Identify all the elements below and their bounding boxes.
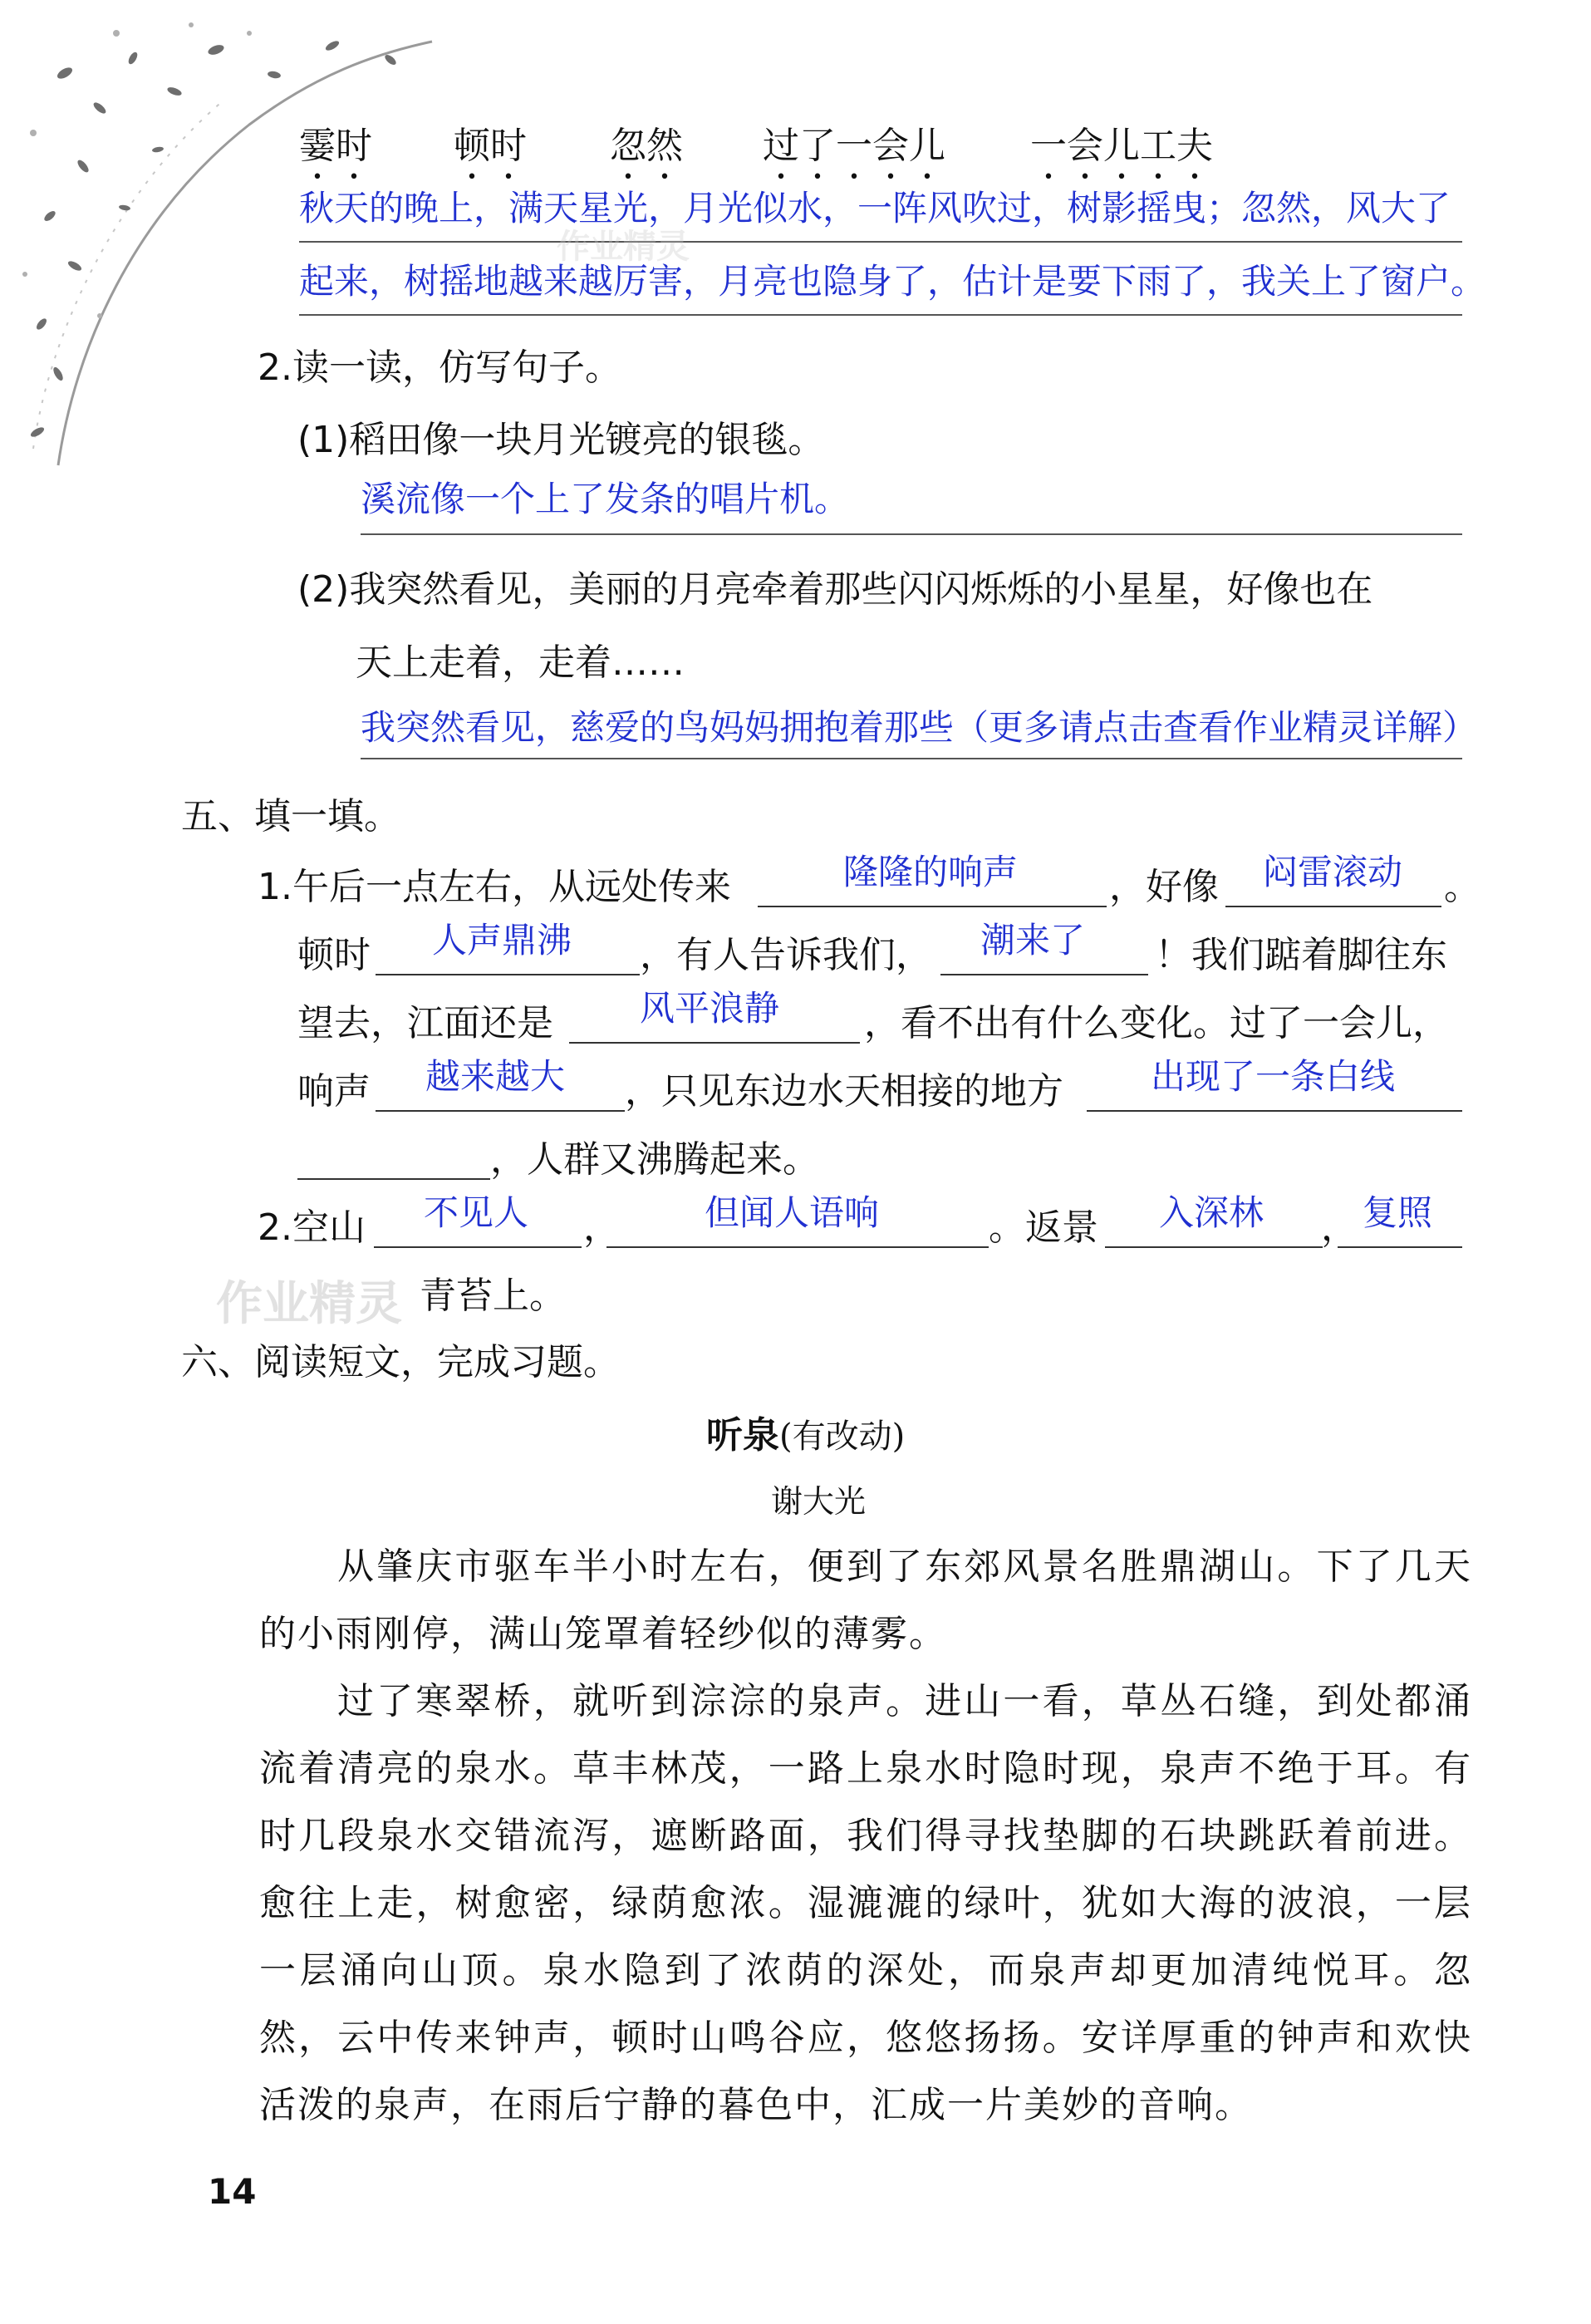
fill-line-4a: 响声 <box>297 1070 371 1113</box>
fill-line-2a: 顿时 <box>297 934 371 976</box>
fill-answer-5: 风平浪静 <box>640 988 780 1029</box>
q2-sentence-2-line1: (2)我突然看见，美丽的月亮牵着那些闪闪烁烁的小星星，好像也在 <box>297 568 1373 611</box>
word-1: 霎时 <box>299 125 372 167</box>
article-paragraph-2: 过了寒翠桥，就听到淙淙的泉声。进山一看，草丛石缝，到处都涌流着清亮的泉水。草丰林茂，一路上泉水时隐时现，泉声不绝于耳。有时几段泉水交错流泻，遮断路面，我们得寻找垫脚的石块跳跃着前进。愈往上走，树愈密，绿荫愈浓。湿漉漉的绿叶，犹如大海的波浪，一层一层涌向山顶。泉水隐到了浓荫的深处，而泉声却更加清纯悦耳。忽然，云中传来钟声，顿时山鸣谷应，悠悠扬扬。安详厚重的钟声和欢快活泼的泉声，在雨后宁静的暮色中，汇成一片美妙的音响。 <box>259 1680 1472 2126</box>
section5-heading: 五、填一填。 <box>181 795 400 838</box>
fill-line-3b: ，看不出有什么变化。过了一会儿， <box>864 1002 1449 1044</box>
q2-answer-1: 溪流像一个上了发条的唱片机。 <box>361 479 850 519</box>
article-paragraph-1: 从肇庆市驱车半小时左右，便到了东郊风景名胜鼎湖山。下了几天的小雨刚停，满山笼罩着轻纱似的薄雾。 <box>259 1545 1472 1655</box>
fill-answer-9: 但闻人语响 <box>705 1192 880 1233</box>
article-author: 谢大光 <box>771 1483 867 1520</box>
fill-blank <box>758 906 1107 907</box>
fill-answer-6: 越来越大 <box>425 1056 566 1097</box>
fill-blank <box>297 1178 490 1180</box>
fill-answer-2: 闷雷滚动 <box>1263 852 1403 892</box>
fill-line-4b: ，只见东边水天相接的地方 <box>625 1070 1063 1113</box>
fill-blank <box>376 974 640 975</box>
q2-answer-2: 我突然看见，慈爱的鸟妈妈拥抱着那些（更多请点击查看作业精灵详解） <box>361 707 1478 748</box>
answer-rule <box>361 533 1462 535</box>
fill-answer-10: 入深林 <box>1159 1192 1264 1233</box>
poem-line-c: 。返景 <box>989 1206 1098 1249</box>
page-number: 14 <box>208 2171 257 2212</box>
fill-blank <box>606 1246 989 1248</box>
sentence-answer-line1: 秋天的晚上，满天星光，月光似水，一阵风吹过，树影摇曳；忽然，风大了 <box>299 188 1451 228</box>
answer-rule <box>361 758 1462 759</box>
fill-answer-3: 人声鼎沸 <box>432 920 572 961</box>
fill-line-1c: 。 <box>1444 866 1481 908</box>
article-title-text: 听泉 <box>706 1414 779 1457</box>
fill-blank <box>569 1042 860 1044</box>
fill-answer-4: 潮来了 <box>980 920 1086 961</box>
fill-blank <box>1338 1246 1462 1248</box>
poem-line-b: ， <box>583 1206 620 1249</box>
sentence-answer-line2: 起来，树摇地越来越厉害，月亮也隐身了，估计是要下雨了，我关上了窗户。 <box>299 261 1486 302</box>
word-5: 一会儿工夫 <box>1030 125 1213 167</box>
fill-answer-11: 复照 <box>1363 1192 1433 1233</box>
article-title-note: (有改动) <box>779 1417 906 1456</box>
q2-sentence-2-line2: 天上走着，走着…… <box>356 641 685 684</box>
watermark: 作业精灵 <box>216 1277 402 1331</box>
fill-line-5: ，人群又沸腾起来。 <box>490 1138 819 1181</box>
answer-rule <box>299 314 1462 316</box>
word-2: 顿时 <box>454 125 527 167</box>
article-body <box>259 1533 1472 2139</box>
fill-answer-8: 不见人 <box>424 1192 529 1233</box>
section6-heading: 六、阅读短文，完成习题。 <box>181 1341 620 1383</box>
fill-line-3a: 望去，江面还是 <box>297 1002 553 1044</box>
fill-blank <box>376 1110 625 1112</box>
fill-blank <box>1225 906 1441 907</box>
fill-blank <box>1087 1110 1462 1112</box>
poem-line-d: ， <box>1321 1206 1358 1249</box>
watermark: 作业精灵 <box>557 228 690 266</box>
fill-line-1b: ，好像 <box>1109 866 1219 908</box>
decoration-arc <box>58 42 432 465</box>
fill-answer-1: 隆隆的响声 <box>843 852 1019 892</box>
fill-line-2c: ！我们踮着脚往东 <box>1155 934 1447 976</box>
fill-line-1a: 1.午后一点左右，从远处传来 <box>258 866 731 908</box>
article-title <box>706 1413 905 1460</box>
fill-blank <box>374 1246 582 1248</box>
fill-line-2b: ，有人告诉我们， <box>640 934 932 976</box>
fill-blank <box>940 974 1148 975</box>
poem-line-e: 青苔上。 <box>420 1275 566 1317</box>
answer-rule <box>299 241 1462 243</box>
q2-sentence-1: (1)稻田像一块月光镀亮的银毯。 <box>297 419 825 461</box>
fill-blank <box>1105 1246 1323 1248</box>
word-3: 忽然 <box>610 125 683 167</box>
q2-title: 2.读一读，仿写句子。 <box>258 346 621 389</box>
fill-answer-7: 出现了一条白线 <box>1151 1056 1396 1097</box>
word-4: 过了一会儿 <box>763 125 945 167</box>
poem-line-a: 2.空山 <box>258 1206 366 1249</box>
